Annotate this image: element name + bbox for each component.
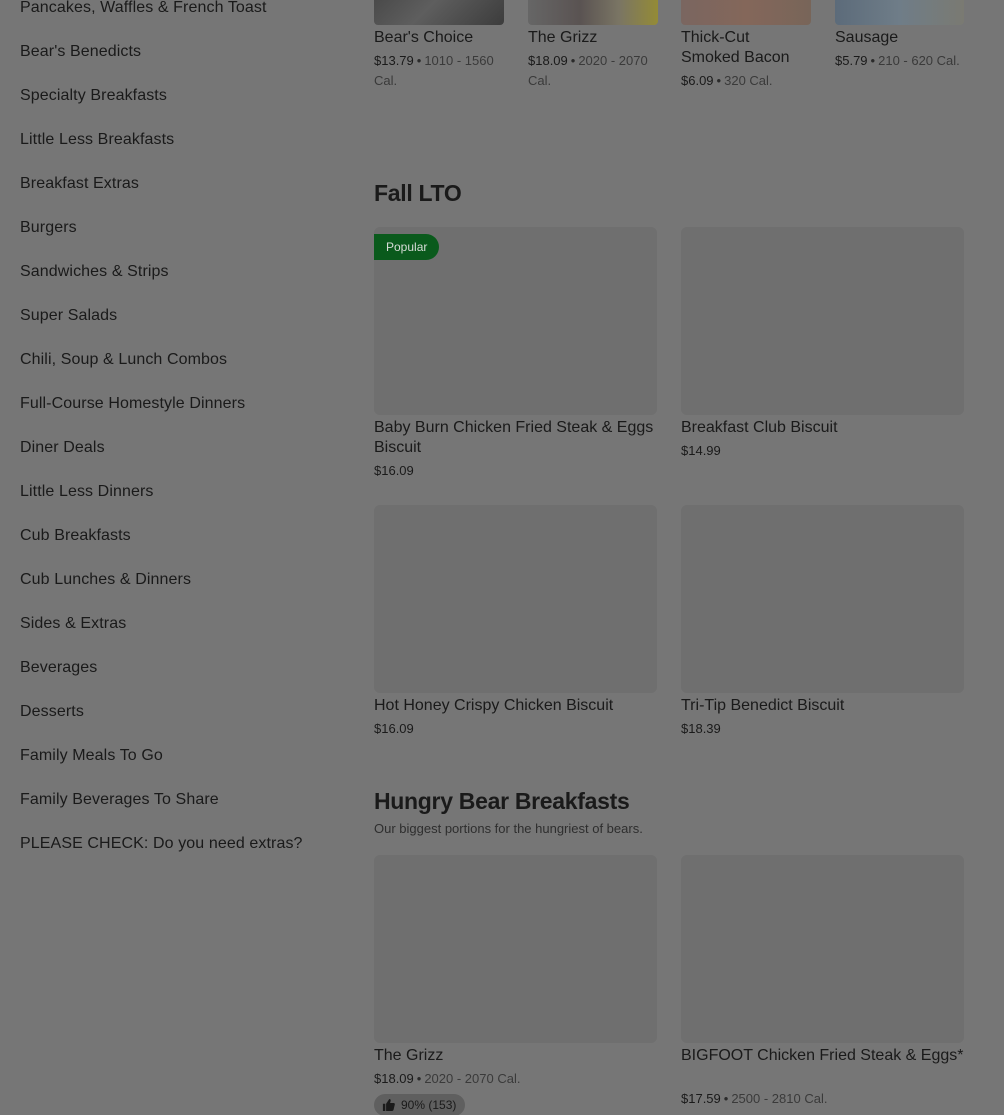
item-image[interactable] <box>681 855 964 1043</box>
section-title-fall-lto: Fall LTO <box>374 180 462 206</box>
item-calories: 2500 - 2810 Cal. <box>731 1091 828 1106</box>
rating-badge <box>374 1094 465 1115</box>
item-image[interactable] <box>835 0 964 25</box>
item-price: $17.59 <box>681 1091 721 1106</box>
item-name[interactable]: The Grizz <box>528 29 598 46</box>
item-meta <box>374 51 514 91</box>
category-diner-deals[interactable]: Diner Deals <box>20 439 105 456</box>
item-price: $5.79 <box>835 53 868 68</box>
item-name[interactable]: Tri-Tip Benedict Biscuit <box>681 697 845 714</box>
category-desserts[interactable]: Desserts <box>20 703 84 720</box>
item-meta <box>374 1069 664 1089</box>
item-meta <box>681 71 821 91</box>
item-name[interactable]: Thick-Cut Smoked Bacon <box>681 29 790 66</box>
item-price: $6.09 <box>681 73 714 88</box>
separator: • <box>416 1071 422 1086</box>
category-little-less-dinners[interactable]: Little Less Dinners <box>20 483 154 500</box>
separator: • <box>570 53 576 68</box>
item-image[interactable] <box>374 0 504 25</box>
item-name[interactable]: Bear's Choice <box>374 29 474 46</box>
popular-badge: Popular <box>374 234 439 260</box>
rating-text: 90% (153) <box>401 1098 457 1112</box>
item-calories: 320 Cal. <box>724 73 773 88</box>
category-family-meals[interactable]: Family Meals To Go <box>20 747 163 764</box>
category-family-beverages[interactable]: Family Beverages To Share <box>20 791 219 808</box>
category-super-salads[interactable]: Super Salads <box>20 307 118 324</box>
thumbs-up-icon <box>382 1099 395 1111</box>
category-breakfast-extras[interactable]: Breakfast Extras <box>20 175 139 192</box>
item-name[interactable]: Sausage <box>835 29 899 46</box>
item-meta <box>528 51 668 91</box>
separator: • <box>416 53 422 68</box>
item-name[interactable]: The Grizz <box>374 1047 444 1064</box>
item-meta <box>835 51 960 71</box>
item-name[interactable]: Hot Honey Crispy Chicken Biscuit <box>374 697 614 714</box>
category-pancakes[interactable]: Pancakes, Waffles & French Toast <box>20 0 267 16</box>
category-cub-lunches[interactable]: Cub Lunches & Dinners <box>20 571 192 588</box>
category-beverages[interactable]: Beverages <box>20 659 98 676</box>
item-calories: 2020 - 2070 Cal. <box>528 53 648 88</box>
item-name[interactable]: Baby Burn Chicken Fried Steak & Eggs Biscuit <box>374 419 654 456</box>
category-sandwiches[interactable]: Sandwiches & Strips <box>20 263 169 280</box>
category-benedicts[interactable]: Bear's Benedicts <box>20 43 142 60</box>
category-chili-soup[interactable]: Chili, Soup & Lunch Combos <box>20 351 228 368</box>
item-name[interactable]: BIGFOOT Chicken Fried Steak & Eggs* <box>681 1047 964 1064</box>
item-calories: 2020 - 2070 Cal. <box>424 1071 521 1086</box>
item-price: $13.79 <box>374 53 414 68</box>
item-image[interactable] <box>681 227 964 415</box>
item-price: $16.09 <box>374 463 414 478</box>
category-specialty-breakfasts[interactable]: Specialty Breakfasts <box>20 87 167 104</box>
item-meta <box>681 1089 971 1109</box>
item-calories: 210 - 620 Cal. <box>878 53 960 68</box>
section-subtitle: Our biggest portions for the hungriest of bears. <box>374 821 643 836</box>
item-image[interactable] <box>374 505 657 693</box>
category-little-less-breakfasts[interactable]: Little Less Breakfasts <box>20 131 175 148</box>
section-title-hungry-bear: Hungry Bear Breakfasts <box>374 788 630 814</box>
category-cub-breakfasts[interactable]: Cub Breakfasts <box>20 527 131 544</box>
item-price: $18.09 <box>528 53 568 68</box>
separator: • <box>870 53 876 68</box>
item-price: $18.39 <box>681 721 721 736</box>
menu-content <box>374 0 974 1115</box>
item-price: $16.09 <box>374 721 414 736</box>
separator: • <box>716 73 722 88</box>
category-homestyle-dinners[interactable]: Full-Course Homestyle Dinners <box>20 395 246 412</box>
item-image[interactable] <box>681 0 811 25</box>
item-image[interactable] <box>681 505 964 693</box>
category-burgers[interactable]: Burgers <box>20 219 77 236</box>
category-sides-extras[interactable]: Sides & Extras <box>20 615 127 632</box>
item-image[interactable] <box>528 0 658 25</box>
item-price: $18.09 <box>374 1071 414 1086</box>
item-calories: 1010 - 1560 Cal. <box>374 53 494 88</box>
separator: • <box>723 1091 729 1106</box>
item-price: $14.99 <box>681 443 721 458</box>
item-name[interactable]: Breakfast Club Biscuit <box>681 419 838 436</box>
category-please-check[interactable]: PLEASE CHECK: Do you need extras? <box>20 835 303 852</box>
item-image[interactable] <box>374 855 657 1043</box>
